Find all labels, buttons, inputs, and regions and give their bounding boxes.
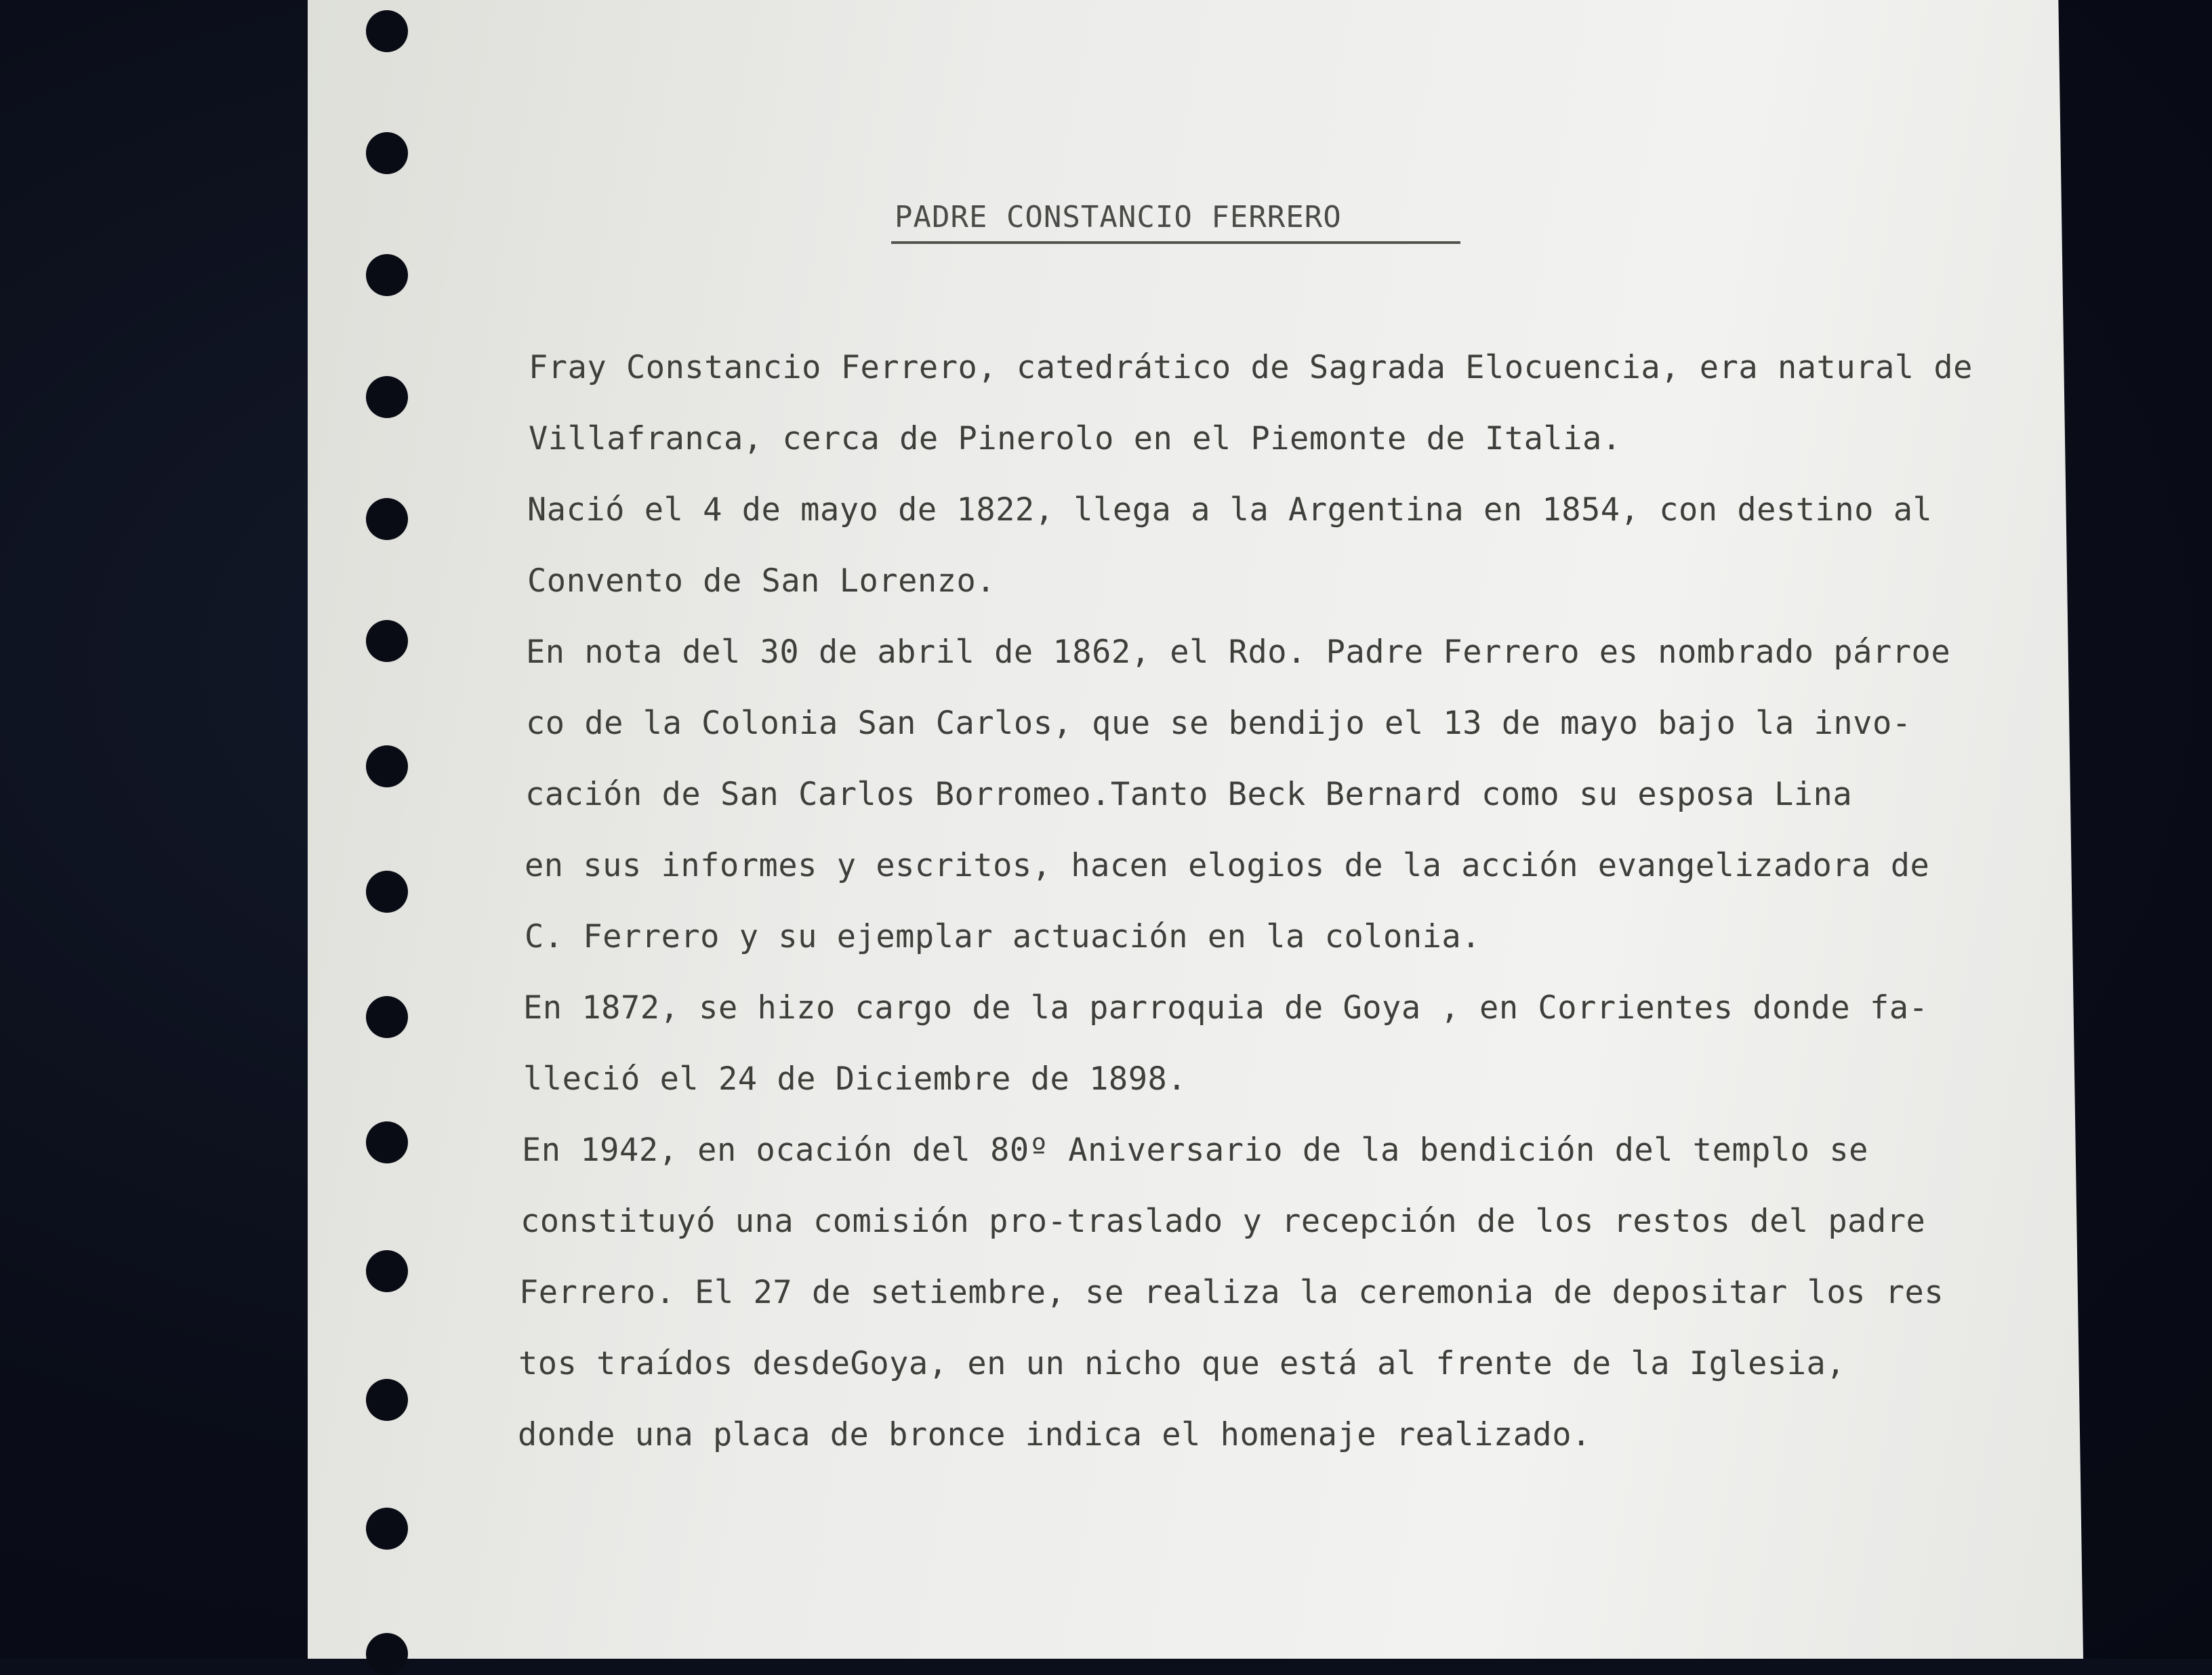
- binder-hole: [366, 132, 408, 174]
- text-line: C. Ferrero y su ejemplar actuación en la colonia.: [525, 918, 1481, 955]
- binder-hole: [366, 1379, 408, 1421]
- text-line: en sus informes y escritos, hacen elogios de la acción evangelizadora de: [525, 847, 1930, 884]
- page-title: PADRE CONSTANCIO FERRERO: [895, 200, 1342, 234]
- binder-hole: [366, 376, 408, 418]
- binder-hole: [366, 10, 408, 52]
- text-line: En 1942, en ocación del 80º Aniversario de la bendición del templo se: [522, 1132, 1868, 1169]
- text-line: Fray Constancio Ferrero, catedrático de Sagrada Elocuencia, era natural de: [529, 349, 1973, 386]
- binder-hole: [366, 996, 408, 1038]
- text-line: lleció el 24 de Diciembre de 1898.: [523, 1060, 1187, 1098]
- binder-hole: [366, 745, 408, 787]
- binder-hole: [366, 1508, 408, 1550]
- binder-hole: [366, 1121, 408, 1163]
- binder-hole: [366, 254, 408, 296]
- text-line: Nació el 4 de mayo de 1822, llega a la Argentina en 1854, con destino al: [527, 491, 1933, 529]
- binder-hole: [366, 1633, 408, 1675]
- text-line: En 1872, se hizo cargo de la parroquia de Goya , en Corrientes donde fa-: [523, 989, 1929, 1027]
- title-underline: [891, 241, 1460, 244]
- text-line: En nota del 30 de abril de 1862, el Rdo. Padre Ferrero es nombrado párroe: [526, 634, 1951, 671]
- text-line: constituyó una comisión pro-traslado y recepción de los restos del padre: [520, 1203, 1926, 1240]
- text-line: Villafranca, cerca de Pinerolo en el Piemonte de Italia.: [529, 420, 1622, 457]
- binder-hole: [366, 498, 408, 540]
- body-text: [518, 332, 2101, 1470]
- binder-hole: [366, 1250, 408, 1292]
- text-line: Ferrero. El 27 de setiembre, se realiza la ceremonia de depositar los res: [519, 1274, 1944, 1311]
- text-line: donde una placa de bronce indica el homenaje realizado.: [518, 1416, 1591, 1453]
- text-line: tos traídos desdeGoya, en un nicho que está al frente de la Iglesia,: [518, 1345, 1846, 1382]
- text-line: Convento de San Lorenzo.: [527, 562, 996, 600]
- text-line: co de la Colonia San Carlos, que se bendijo el 13 de mayo bajo la invo-: [526, 705, 1912, 742]
- text-line: cación de San Carlos Borromeo.Tanto Beck Bernard como su esposa Lina: [525, 776, 1853, 813]
- binder-hole: [366, 620, 408, 662]
- binder-hole: [366, 871, 408, 913]
